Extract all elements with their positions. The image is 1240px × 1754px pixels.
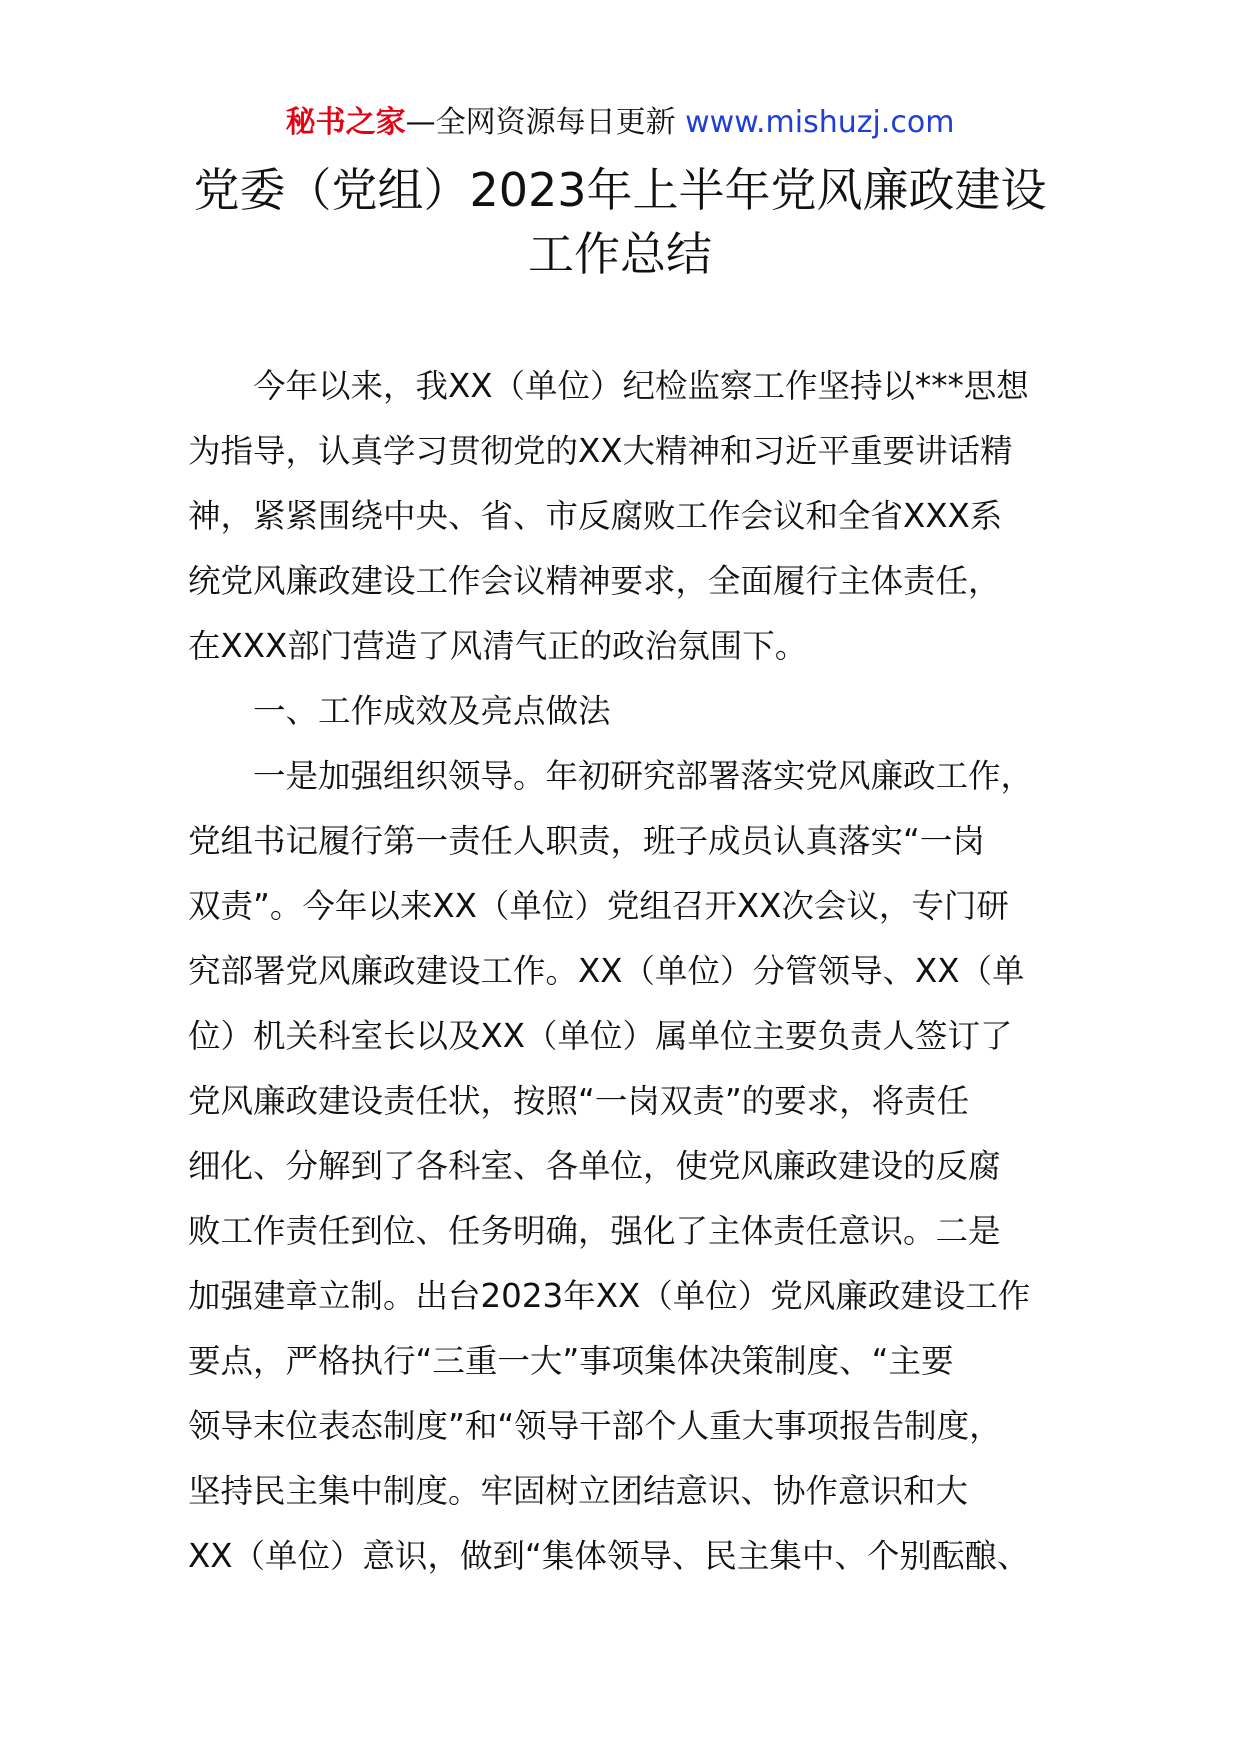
paragraph-line: 双责”。今年以来XX（单位）党组召开XX次会议，专门研 (188, 887, 1009, 925)
title-line-2: 工作总结 (528, 227, 712, 281)
paragraph-line: 位）机关科室长以及XX（单位）属单位主要负责人签订了 (188, 1017, 1013, 1055)
section-heading: 一、工作成效及亮点做法 (253, 692, 611, 730)
paragraph-line: 要点，严格执行“三重一大”事项集体决策制度、“主要 (188, 1342, 954, 1380)
paragraph-line: 细化、分解到了各科室、各单位，使党风廉政建设的反腐 (188, 1147, 1001, 1185)
site-tagline: —全网资源每日更新 (405, 105, 686, 140)
paragraph-line: 坚持民主集中制度。牢固树立团结意识、协作意识和大 (188, 1472, 969, 1510)
paragraph-line: 一是加强组织领导。年初研究部署落实党风廉政工作， (253, 757, 1034, 795)
site-brand: 秘书之家 (285, 105, 406, 140)
site-url-link[interactable]: www.mishuzj.com (685, 105, 955, 140)
title-line-1: 党委（党组）2023年上半年党风廉政建设 (193, 163, 1047, 217)
paragraph-line: 领导末位表态制度”和“领导干部个人重大事项报告制度， (188, 1407, 1002, 1445)
paragraph-line: 在XXX部门营造了风清气正的政治氛围下。 (188, 627, 808, 665)
document-body (188, 354, 1064, 1589)
paragraph-line: 加强建章立制。出台2023年XX（单位）党风廉政建设工作 (188, 1277, 1031, 1315)
paragraph-line: 今年以来，我XX（单位）纪检监察工作坚持以***思想 (253, 367, 1029, 405)
paragraph-line: 究部署党风廉政建设工作。XX（单位）分管领导、XX（单 (188, 952, 1025, 990)
paragraph-line: 为指导，认真学习贯彻党的XX大精神和习近平重要讲话精 (188, 432, 1013, 470)
paragraph-line: 党组书记履行第一责任人职责，班子成员认真落实“一岗 (188, 822, 985, 860)
site-header-banner (0, 103, 1240, 143)
document-title (150, 158, 1090, 286)
paragraph-line: XX（单位）意识，做到“集体领导、民主集中、个别酝酿、 (188, 1537, 1030, 1575)
paragraph-line: 党风廉政建设责任状，按照“一岗双责”的要求，将责任 (188, 1082, 970, 1120)
paragraph-line: 败工作责任到位、任务明确，强化了主体责任意识。二是 (188, 1212, 1001, 1250)
paragraph-line: 统党风廉政建设工作会议精神要求，全面履行主体责任， (188, 562, 1001, 600)
paragraph-line: 神，紧紧围绕中央、省、市反腐败工作会议和全省XXX系 (188, 497, 1003, 535)
